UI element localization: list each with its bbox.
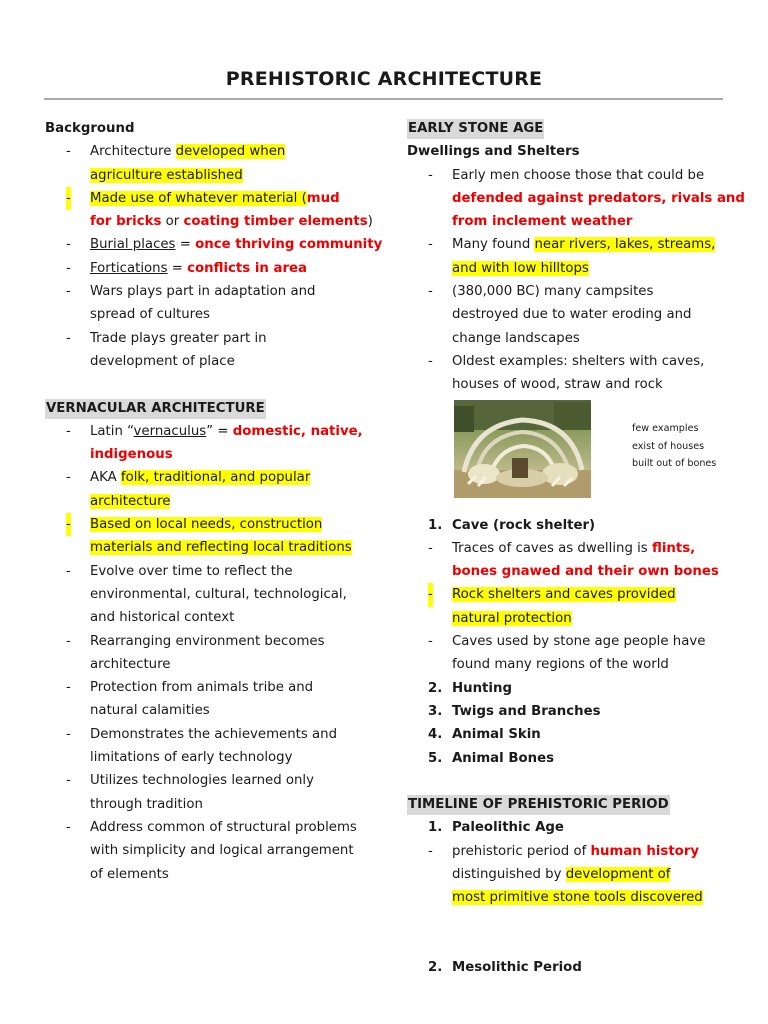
numbered-item-animal-skin: 4. Animal Skin bbox=[428, 727, 541, 743]
list-item: - Rock shelters and caves provided natural protection bbox=[407, 583, 737, 630]
bone-house-photo bbox=[454, 400, 591, 498]
list-item: - Oldest examples: shelters with caves, houses of wood, straw and rock bbox=[428, 353, 705, 393]
early-stone-age-heading: EARLY STONE AGE bbox=[407, 117, 737, 140]
title-divider bbox=[44, 98, 723, 100]
list-item: - Wars plays part in adaptation and spread of cultures bbox=[66, 284, 316, 323]
numbered-item-paleolithic: 1. Paleolithic Age bbox=[428, 820, 564, 836]
photo-caption: few examples exist of houses built out of bones bbox=[632, 423, 717, 469]
list-item: - Caves used by stone age people have found many regions of the world bbox=[428, 634, 706, 673]
list-item: - Burial places = once thriving community bbox=[66, 237, 383, 253]
list-item: - Based on local needs, construction materials and reflecting local traditions bbox=[45, 513, 380, 560]
numbered-item-animal-bones: 5. Animal Bones bbox=[428, 750, 554, 766]
right-column bbox=[407, 117, 745, 979]
vernacular-heading: VERNACULAR ARCHITECTURE bbox=[45, 397, 380, 420]
list-item: - Architecture developed when agriculture established bbox=[66, 144, 286, 183]
list-item: - Latin “vernaculus” = domestic, native, indigenous bbox=[66, 423, 363, 463]
numbered-item-hunting: 2. Hunting bbox=[428, 680, 512, 696]
list-item: - Early men choose those that could be defended against predators, rivals and from inclement weather bbox=[428, 167, 745, 230]
list-item: - prehistoric period of human history distinguished by development of most primitive stone tools discovered bbox=[428, 843, 703, 906]
list-item: - Protection from animals tribe and natural calamities bbox=[66, 680, 314, 719]
list-item: - Trade plays greater part in development of place bbox=[66, 330, 267, 369]
list-item: - (380,000 BC) many campsites destroyed due to water eroding and change landscapes bbox=[428, 284, 692, 346]
list-item: - AKA folk, traditional, and popular architecture bbox=[66, 470, 311, 509]
page-title: PREHISTORIC ARCHITECTURE bbox=[225, 68, 543, 90]
list-item: - Traces of caves as dwelling is flints, bones gnawed and their own bones bbox=[428, 540, 719, 580]
list-item: - Made use of whatever material (mud for bricks or coating timber elements) bbox=[45, 187, 380, 234]
numbered-item-mesolithic: 2. Mesolithic Period bbox=[428, 959, 582, 975]
list-item: - Address common of structural problems with simplicity and logical arrangement of elements bbox=[66, 819, 357, 882]
background-heading: Background bbox=[45, 121, 135, 136]
numbered-item-cave: 1. Cave (rock shelter) bbox=[428, 517, 596, 533]
list-item: - Utilizes technologies learned only through tradition bbox=[66, 773, 314, 812]
left-column bbox=[45, 117, 383, 886]
dwellings-subheading: Dwellings and Shelters bbox=[407, 144, 580, 160]
list-item: - Fortications = conflicts in area bbox=[66, 260, 308, 276]
numbered-item-twigs: 3. Twigs and Branches bbox=[428, 703, 601, 719]
list-item: - Evolve over time to reflect the environmental, cultural, technological, and historical context bbox=[66, 563, 347, 626]
timeline-heading: TIMELINE OF PREHISTORIC PERIOD bbox=[407, 793, 737, 816]
list-item: - Demonstrates the achievements and limitations of early technology bbox=[66, 726, 338, 766]
list-item: - Rearranging environment becomes architecture bbox=[66, 633, 325, 672]
list-item: - Many found near rivers, lakes, streams, and with low hilltops bbox=[428, 237, 716, 276]
